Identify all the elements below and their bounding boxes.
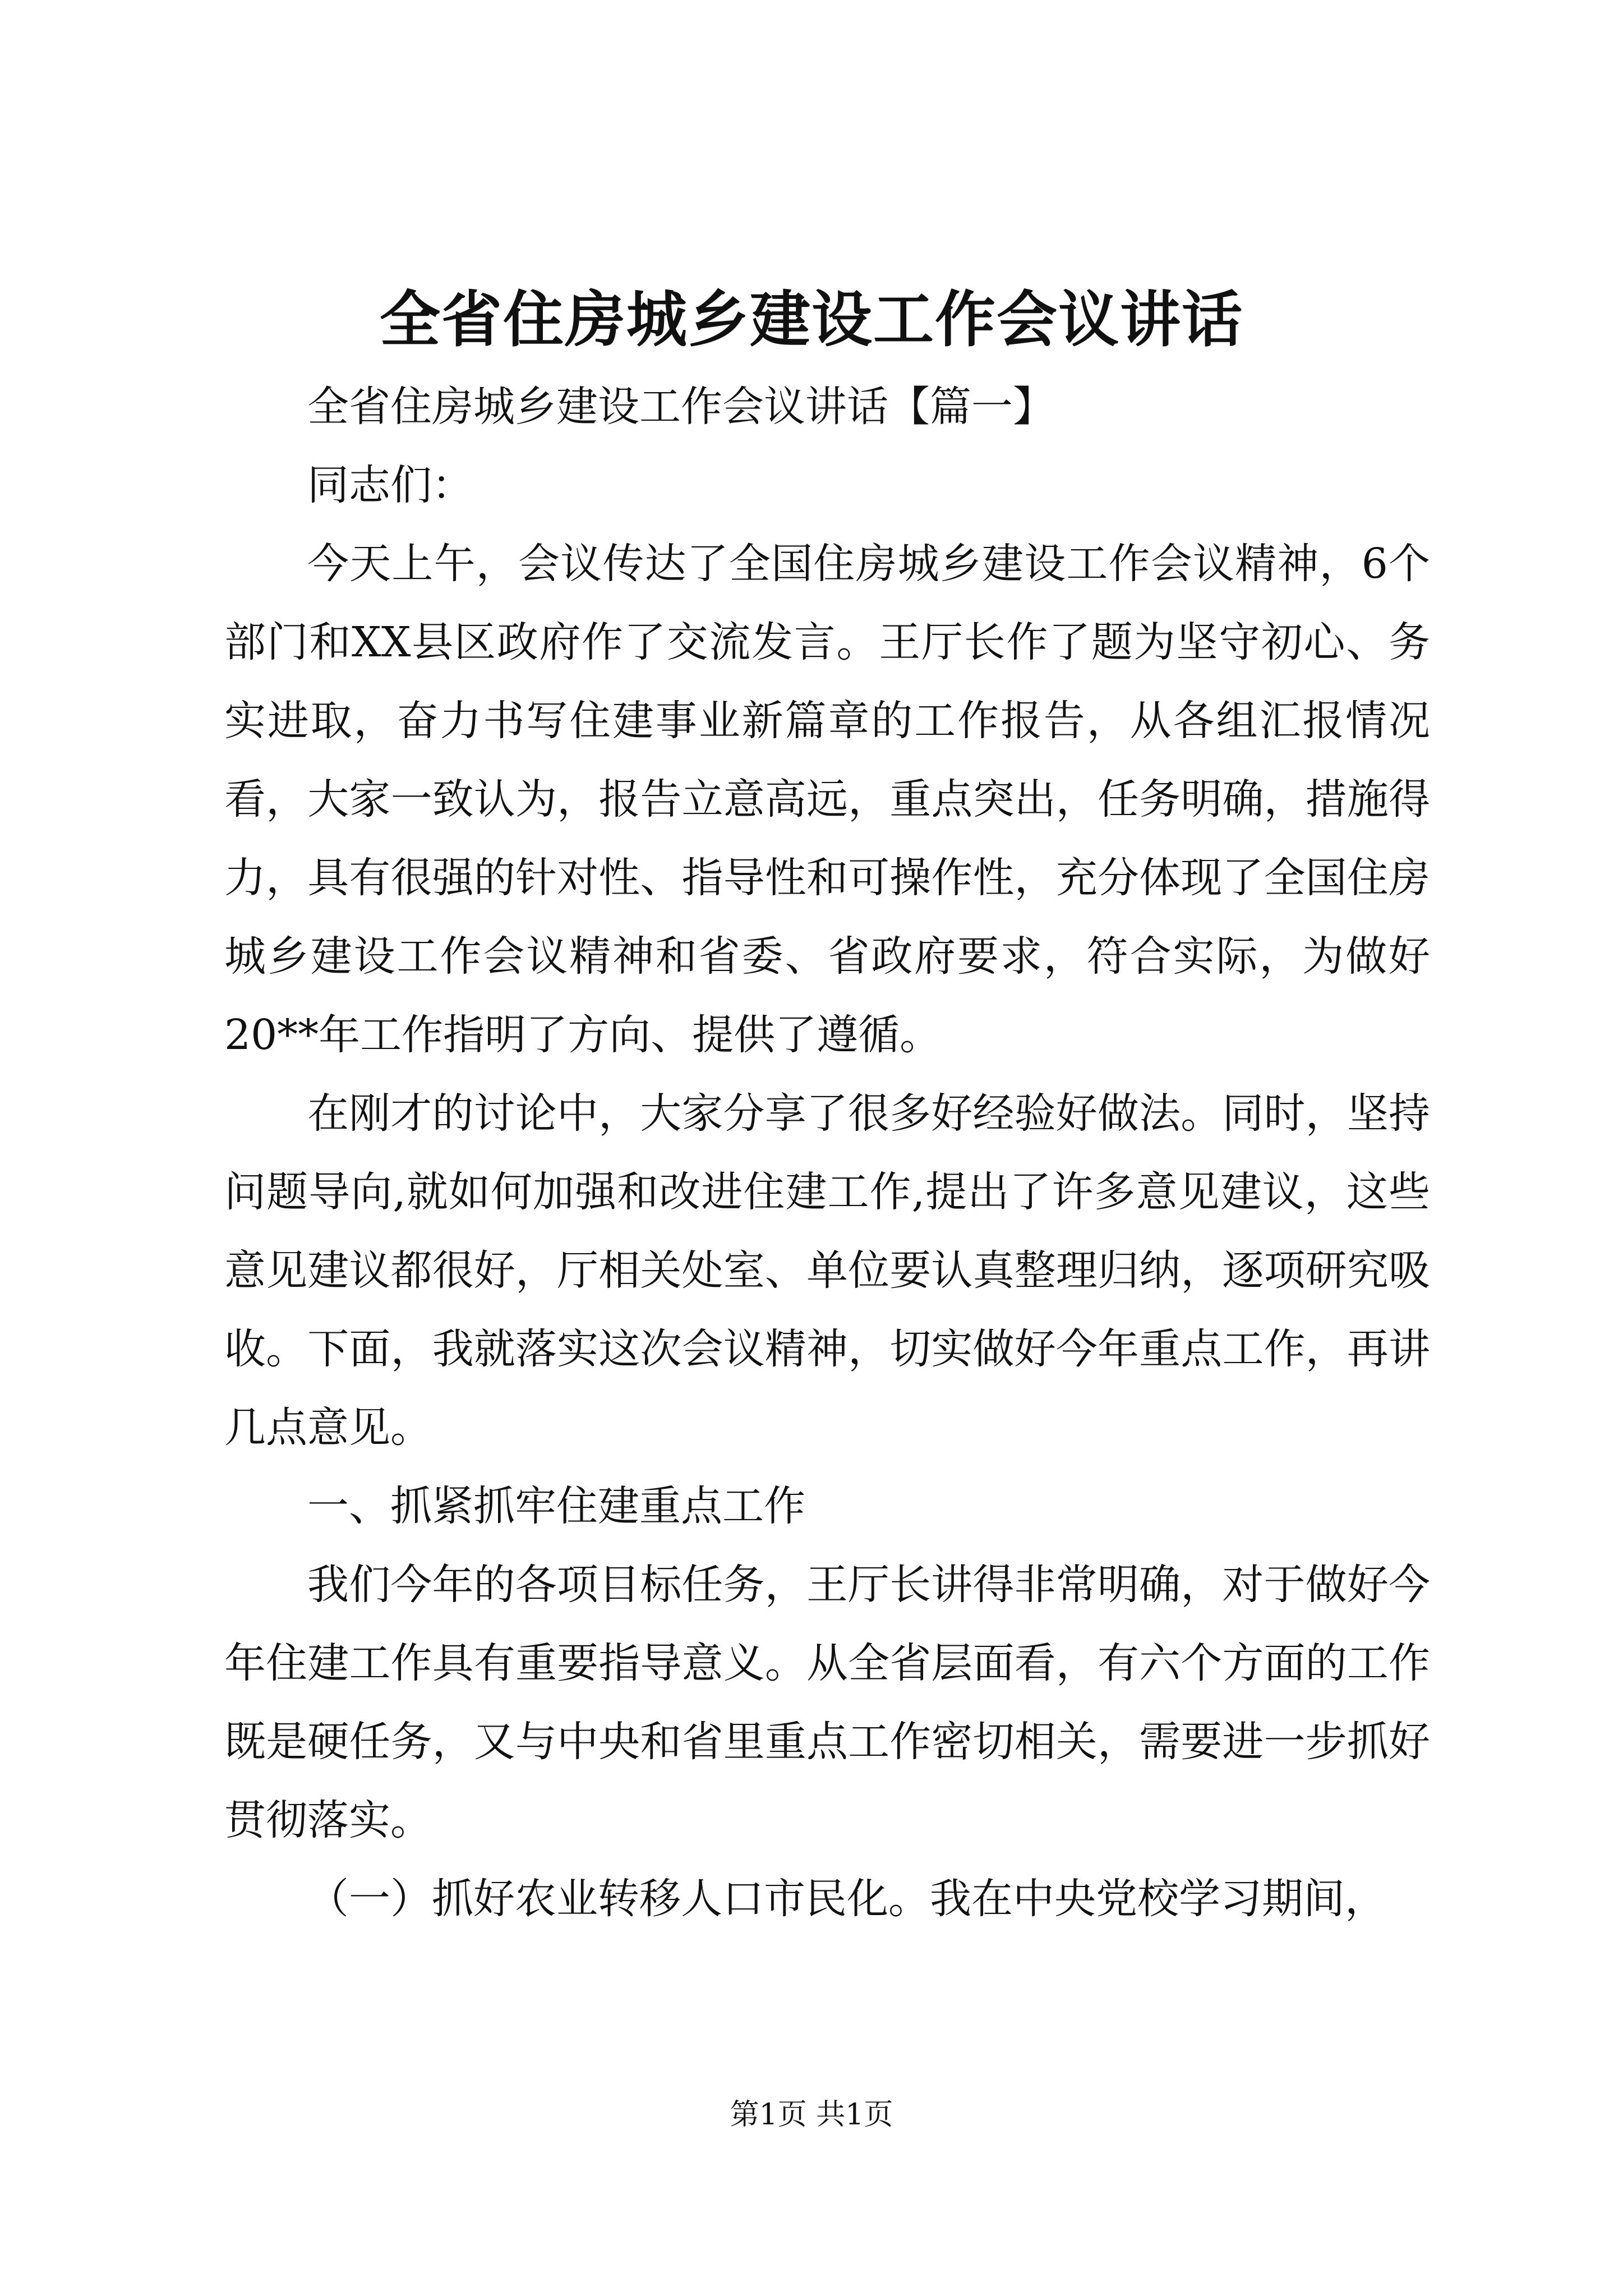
section-heading: 一、抓紧抓牢住建重点工作 [307, 1482, 805, 1530]
page-footer: 第1页 共1页 [730, 2098, 893, 2132]
paragraph: 今天上午，会议传达了全国住房城乡建设工作会议精神，6个部门和XX县区政府作了交流发言。王厅长作了题为坚守初心、务实进取，奋力书写住建事业新篇章的工作报告，从各组汇报情况看，大家一致认为，报告立意高远，重点突出，任务明确，措施得力，具有很强的针对性、指导性和可操作性，充分体现了全国住房城乡建设工作会议精神和省委、省政府要求，符合实际，为做好20**年工作指明了方向、提供了遵循。 [224, 540, 1430, 1059]
paragraph: 在刚才的讨论中，大家分享了很多好经验好做法。同时，坚持问题导向,就如何加强和改进住建工作,提出了许多意见建议，这些意见建议都很好，厅相关处室、单位要认真整理归纳，逐项研究吸收。下面，我就落实这次会议精神，切实做好今年重点工作，再讲几点意见。 [224, 1089, 1430, 1452]
document-body [224, 367, 1430, 1938]
paragraph-salutation: 同志们： [307, 461, 473, 509]
document-title: 全省住房城乡建设工作会议讲话 [379, 284, 1243, 355]
paragraph: （一）抓好农业转移人口市民化。我在中央党校学习期间， [307, 1875, 1386, 1923]
paragraph-subtitle: 全省住房城乡建设工作会议讲话【篇一】 [307, 383, 1054, 431]
paragraph: 我们今年的各项目标任务，王厅长讲得非常明确，对于做好今年住建工作具有重要指导意义。从全省层面看，有六个方面的工作既是硬任务，又与中央和省里重点工作密切相关，需要进一步抓好贯彻落实。 [224, 1561, 1430, 1844]
